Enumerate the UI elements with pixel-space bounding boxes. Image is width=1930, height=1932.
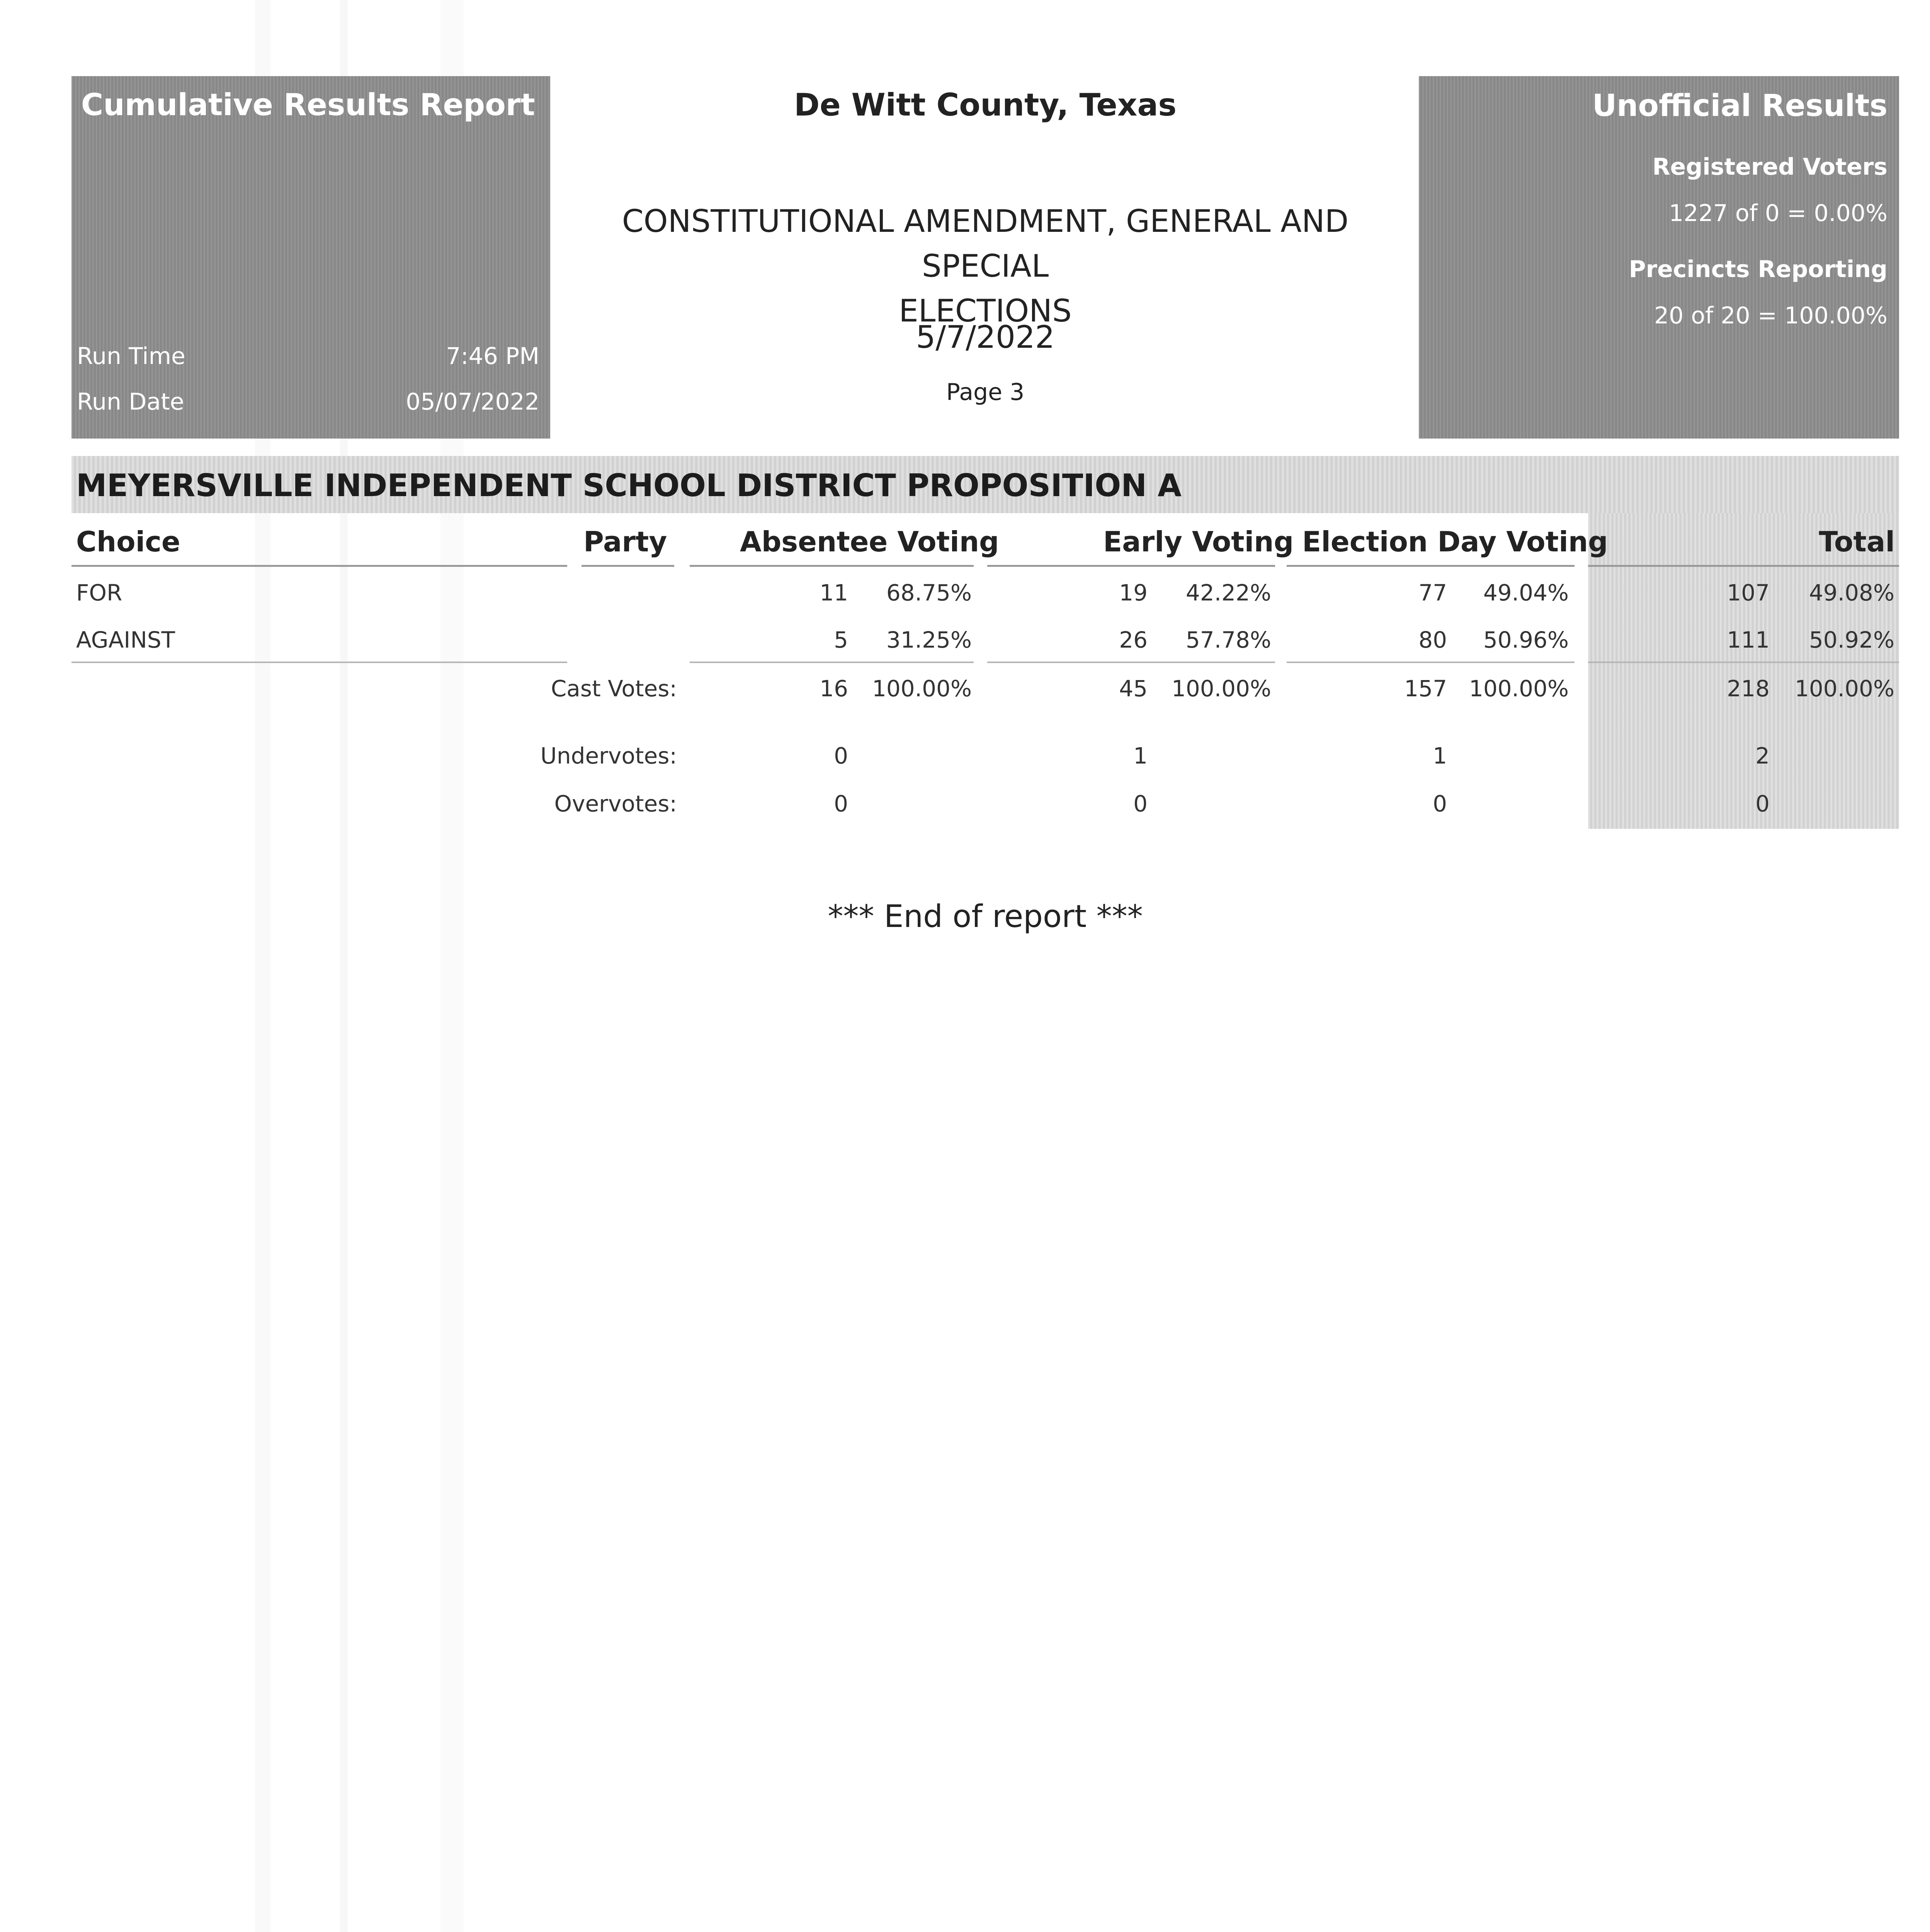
absentee-undervotes: 0 bbox=[834, 743, 848, 769]
column-header-election-day: Election Day Voting bbox=[1302, 526, 1608, 558]
absentee-votes: 5 bbox=[834, 627, 848, 653]
election-day-undervotes: 1 bbox=[1433, 743, 1447, 769]
page-number: Page 3 bbox=[946, 379, 1025, 406]
election-title-line2: ELECTIONS bbox=[899, 293, 1072, 329]
early-votes: 45 bbox=[1119, 675, 1148, 702]
column-header-total: Total bbox=[1819, 526, 1895, 558]
row-rule bbox=[987, 662, 1275, 663]
total-column-shade bbox=[1588, 513, 1899, 829]
early-percent: 42.22% bbox=[1185, 580, 1271, 606]
absentee-percent: 100.00% bbox=[872, 675, 972, 702]
early-percent: 57.78% bbox=[1185, 627, 1271, 653]
precincts-reporting-value: 20 of 20 = 100.00% bbox=[1654, 302, 1887, 329]
run-time-label: Run Time bbox=[77, 343, 185, 370]
total-votes: 218 bbox=[1727, 675, 1770, 702]
election-day-votes: 80 bbox=[1418, 627, 1447, 653]
row-rule bbox=[690, 662, 974, 663]
election-day-votes: 77 bbox=[1418, 580, 1447, 606]
undervotes-label: Undervotes: bbox=[540, 743, 677, 769]
end-of-report: *** End of report *** bbox=[828, 898, 1143, 934]
overvotes-label: Overvotes: bbox=[554, 791, 677, 817]
election-day-percent: 50.96% bbox=[1483, 627, 1569, 653]
early-votes: 19 bbox=[1119, 580, 1148, 606]
election-day-percent: 100.00% bbox=[1469, 675, 1569, 702]
column-header-party: Party bbox=[583, 526, 667, 558]
contest-title: MEYERSVILLE INDEPENDENT SCHOOL DISTRICT PROPOSITION A bbox=[76, 468, 1182, 503]
run-date-value: 05/07/2022 bbox=[406, 388, 539, 415]
absentee-votes: 11 bbox=[820, 580, 848, 606]
header-rule bbox=[582, 565, 674, 567]
run-date-row bbox=[77, 388, 539, 415]
early-percent: 100.00% bbox=[1171, 675, 1271, 702]
early-votes: 26 bbox=[1119, 627, 1148, 653]
total-percent: 49.08% bbox=[1809, 580, 1894, 606]
run-date-label: Run Date bbox=[77, 388, 184, 415]
election-day-overvotes: 0 bbox=[1433, 791, 1447, 817]
absentee-percent: 68.75% bbox=[886, 580, 972, 606]
run-time-row bbox=[77, 343, 539, 370]
results-status-box bbox=[1419, 76, 1899, 439]
election-day-votes: 157 bbox=[1404, 675, 1447, 702]
total-percent: 100.00% bbox=[1794, 675, 1894, 702]
election-date: 5/7/2022 bbox=[916, 319, 1055, 355]
row-rule bbox=[1287, 662, 1575, 663]
header-rule bbox=[71, 565, 567, 567]
registered-voters-value: 1227 of 0 = 0.00% bbox=[1669, 200, 1887, 227]
column-header-absentee: Absentee Voting bbox=[740, 526, 999, 558]
total-overvotes: 0 bbox=[1755, 791, 1770, 817]
precincts-reporting-label: Precincts Reporting bbox=[1629, 256, 1887, 283]
absentee-overvotes: 0 bbox=[834, 791, 848, 817]
early-undervotes: 1 bbox=[1133, 743, 1148, 769]
row-rule bbox=[1588, 662, 1899, 663]
election-title-line1: CONSTITUTIONAL AMENDMENT, GENERAL AND SPECIAL bbox=[622, 203, 1349, 284]
total-undervotes: 2 bbox=[1755, 743, 1770, 769]
election-title bbox=[560, 199, 1410, 333]
election-day-percent: 49.04% bbox=[1483, 580, 1569, 606]
absentee-votes: 16 bbox=[820, 675, 848, 702]
unofficial-results-title: Unofficial Results bbox=[1592, 88, 1887, 123]
choice-name: AGAINST bbox=[76, 627, 175, 653]
total-votes: 111 bbox=[1727, 627, 1770, 653]
absentee-percent: 31.25% bbox=[886, 627, 972, 653]
total-percent: 50.92% bbox=[1809, 627, 1894, 653]
run-time-value: 7:46 PM bbox=[446, 343, 539, 370]
cast-votes-label: Cast Votes: bbox=[551, 675, 677, 702]
header-rule bbox=[987, 565, 1275, 567]
header-rule bbox=[1287, 565, 1575, 567]
header-rule bbox=[690, 565, 974, 567]
county-title: De Witt County, Texas bbox=[794, 87, 1177, 123]
column-header-early: Early Voting bbox=[1103, 526, 1294, 558]
early-overvotes: 0 bbox=[1133, 791, 1148, 817]
choice-name: FOR bbox=[76, 580, 122, 606]
contest-header bbox=[71, 456, 1899, 513]
column-header-choice: Choice bbox=[76, 526, 180, 558]
header-rule bbox=[1588, 565, 1899, 567]
report-title: Cumulative Results Report bbox=[81, 88, 535, 122]
registered-voters-label: Registered Voters bbox=[1652, 153, 1887, 180]
row-rule bbox=[71, 662, 567, 663]
report-info-box bbox=[71, 76, 550, 439]
total-votes: 107 bbox=[1727, 580, 1770, 606]
